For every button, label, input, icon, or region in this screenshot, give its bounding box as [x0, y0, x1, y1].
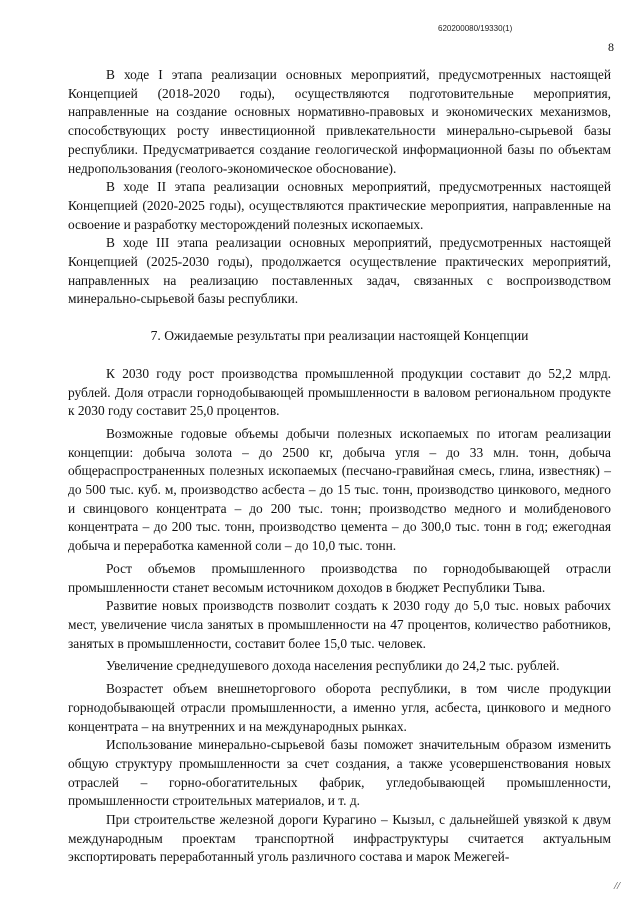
paragraph-extraction-volumes: Возможные годовые объемы добычи полезных ископаемых по итогам реализации концепции: добыча золота – до 2500 кг, добыча угля – до 33 млн. тонн, добыча общераспространенных полезных ископаемых (песчано-гравийная смесь, глина, известняк) – до 500 тыс. куб. м, производство асбеста – до 15 тыс. тонн, производство цинкового, медного и свинцового концентрата – до 200 тыс. тонн; производство медного и молибденового концентрата – до 200 тыс. тонн, производство цемента – до 300,0 тыс. тонн в год; ежегодная добыча и переработка каменной соли – до 10,0 тыс. тонн.: [68, 425, 611, 554]
paragraph-stage-3: В ходе III этапа реализации основных мероприятий, предусмотренных настоящей Концепцией (2025-2030 годы), продолжается осуществление практических мероприятий, направленных на реализацию поставленных задач, связанных с воспроизводством минерально-сырьевой базы республики.: [68, 235, 611, 307]
paragraph-income: Увеличение среднедушевого дохода населения республики до 24,2 тыс. рублей.: [106, 658, 560, 674]
paragraph-railway: При строительстве железной дороги Курагино – Кызыл, с дальнейшей увязкой к двум международным проектам транспортной инфраструктуры считается актуальным экспортировать переработанный уголь различного состава и марок Межегей-: [68, 812, 611, 865]
handwritten-mark: //: [614, 880, 621, 892]
paragraph-production-growth: К 2030 году рост производства промышленной продукции составит до 52,2 млрд. рублей. Доля отрасли горнодобывающей промышленности в валовом региональном продукте к 2030 году составит 25,0 процентов.: [68, 365, 611, 419]
document-id: 620200080/19330(1): [438, 24, 513, 33]
paragraph-budget-revenue: Рост объемов промышленного производства по горнодобывающей отрасли промышленности станет весомым источником доходов в бюджет Республики Тыва.: [68, 560, 611, 595]
paragraph-new-jobs: Развитие новых производств позволит создать к 2030 году до 5,0 тыс. новых рабочих мест, увеличение числа занятых в промышленности на 47 процентов, количество работников, занятых в промышленности, составит более 15,0 тыс. человек.: [68, 598, 611, 651]
page-number: 8: [608, 40, 614, 54]
paragraph-industry-structure: Использование минерально-сырьевой базы поможет значительным образом изменить общую структуру промышленности за счет создания, а также усовершенствования новых отраслей – горно-обогатительных фабрик, угледобывающей промышленности, промышленности строительных материалов, и т. д.: [68, 737, 611, 809]
paragraph-trade-turnover: Возрастет объем внешнеторгового оборота республики, в том числе продукции горнодобывающей отрасли промышленности, а именно угля, асбеста, цинкового и медного концентрата – на внутренних и на международных рынках.: [68, 681, 611, 734]
section-heading: 7. Ожидаемые результаты при реализации настоящей Концепции: [150, 328, 529, 344]
document-body: [68, 66, 611, 867]
paragraph-stage-2: В ходе II этапа реализации основных мероприятий, предусмотренных настоящей Концепцией (2020-2025 годы), осуществляются практические мероприятия, направленные на освоение и разработку месторождений полезных ископаемых.: [68, 179, 611, 232]
paragraph-stage-1: В ходе I этапа реализации основных мероприятий, предусмотренных настоящей Концепцией (2018-2020 годы), осуществляются подготовительные мероприятия, направленные на создание основных нормативно-правовых и экономических механизмов, способствующих росту инвестиционной привлекательности минерально-сырьевой базы республики. Предусматривается создание геологической информационной базы по объектам недропользования (геолого-экономическое обоснование).: [68, 67, 611, 176]
